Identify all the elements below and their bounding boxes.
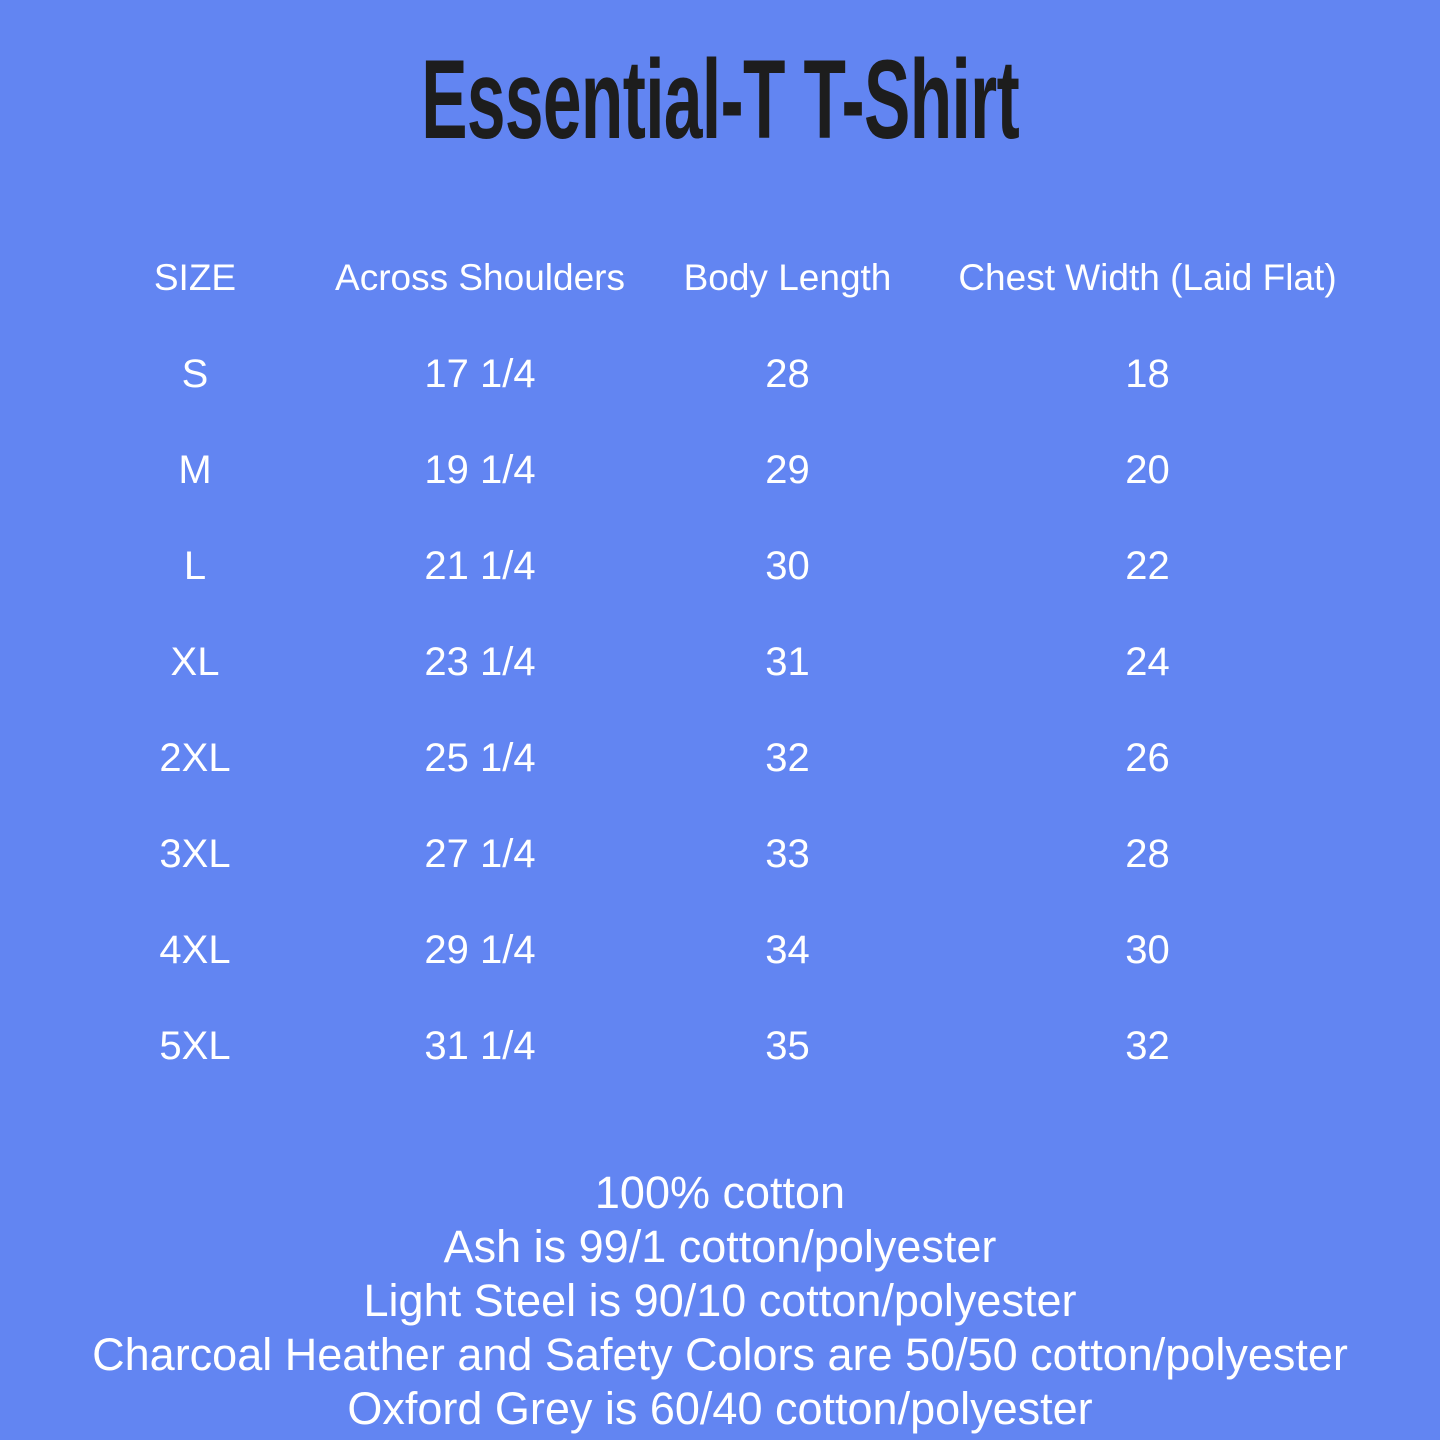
table-row — [100, 710, 1390, 806]
table-cell: 20 — [1125, 447, 1170, 492]
table-cell: 4XL — [159, 927, 231, 972]
column-header-chest-width: Chest Width (Laid Flat) — [958, 257, 1337, 298]
fabric-notes — [0, 1166, 1440, 1436]
table-cell: M — [178, 447, 212, 492]
table-cell: 19 1/4 — [424, 447, 536, 492]
table-cell: 30 — [765, 543, 810, 588]
table-cell: 17 1/4 — [424, 351, 536, 396]
table-cell: 27 1/4 — [424, 831, 536, 876]
table-cell: 24 — [1125, 639, 1170, 684]
table-cell: 3XL — [159, 831, 231, 876]
table-cell: 35 — [765, 1023, 810, 1068]
table-row — [100, 998, 1390, 1094]
table-cell: 5XL — [159, 1023, 231, 1068]
table-cell: 2XL — [159, 735, 231, 780]
fabric-note-line: Oxford Grey is 60/40 cotton/polyester — [347, 1383, 1093, 1434]
size-table-body — [100, 326, 1390, 1094]
table-cell: 33 — [765, 831, 810, 876]
table-cell: S — [181, 351, 209, 396]
table-row — [100, 422, 1390, 518]
table-cell: 29 — [765, 447, 810, 492]
table-cell: 26 — [1125, 735, 1170, 780]
table-row — [100, 902, 1390, 998]
fabric-note-line: Ash is 99/1 cotton/polyester — [443, 1221, 997, 1272]
table-cell: 18 — [1125, 351, 1170, 396]
page-title — [0, 38, 1440, 161]
table-cell: 31 — [765, 639, 810, 684]
table-cell: 28 — [1125, 831, 1170, 876]
table-row — [100, 806, 1390, 902]
table-row — [100, 518, 1390, 614]
column-header-size: SIZE — [153, 257, 237, 298]
table-row — [100, 326, 1390, 422]
fabric-note-line: Light Steel is 90/10 cotton/polyester — [363, 1275, 1077, 1326]
table-cell: 32 — [1125, 1023, 1170, 1068]
fabric-note-line: Charcoal Heather and Safety Colors are 50/50 cotton/polyester — [92, 1329, 1348, 1380]
table-cell: 34 — [765, 927, 810, 972]
table-cell: 29 1/4 — [424, 927, 536, 972]
table-cell: 32 — [765, 735, 810, 780]
table-cell: 21 1/4 — [424, 543, 536, 588]
table-cell: 31 1/4 — [424, 1023, 536, 1068]
table-cell: L — [183, 543, 207, 588]
size-table — [100, 230, 1390, 1094]
table-cell: 30 — [1125, 927, 1170, 972]
column-header-across-shoulders: Across Shoulders — [335, 257, 625, 298]
table-header-row — [100, 230, 1390, 326]
table-cell: 22 — [1125, 543, 1170, 588]
page-title-text: Essential-T T-Shirt — [421, 37, 1019, 162]
table-row — [100, 614, 1390, 710]
table-cell: 28 — [765, 351, 810, 396]
table-cell: XL — [170, 639, 220, 684]
table-cell: 23 1/4 — [424, 639, 536, 684]
table-cell: 25 1/4 — [424, 735, 536, 780]
fabric-note-line: 100% cotton — [594, 1167, 846, 1218]
column-header-body-length: Body Length — [683, 257, 892, 298]
